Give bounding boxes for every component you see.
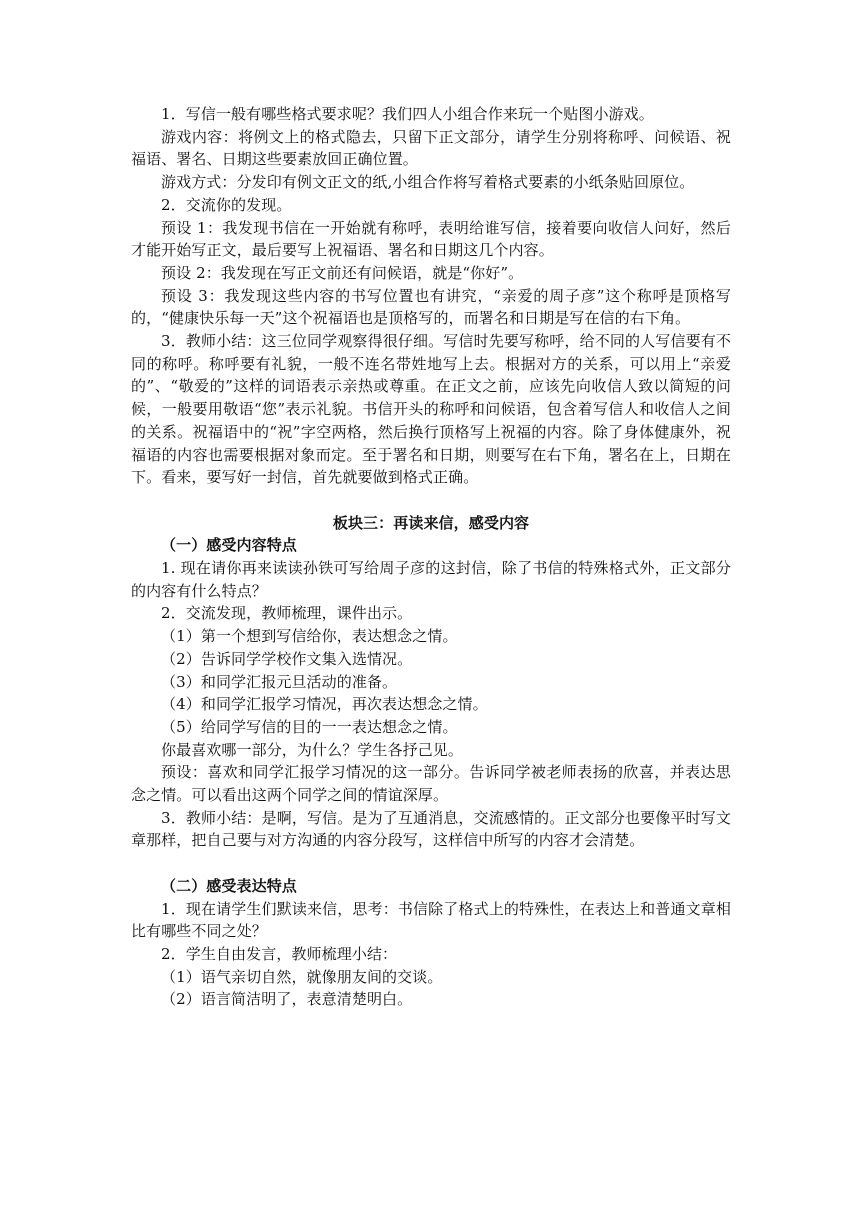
paragraph: 预设：喜欢和同学汇报学习情况的这一部分。告诉同学被老师表扬的欣喜，并表达思念之情。可以看出这两个同学之间的情谊深厚。 (131, 763, 731, 805)
paragraph: 3．教师小结：这三位同学观察得很仔细。写信时先要写称呼，给不同的人写信要有不同的称呼。称呼要有礼貌，一般不连名带姓地写上去。根据对方的关系，可以用上“亲爱的”、“敬爱的”这样的词语表示亲热或尊重。在正文之前，应该先向收信人致以简短的问候，一般要用敬语“您”表示礼貌。书信开头的称呼和问候语，包含着写信人和收信人之间的关系。祝福语中的“祝”字空两格，然后换行顶格写上祝福的内容。除了身体健康外，祝福语的内容也需要根据对象而定。至于署名和日期，则要写在右下角，署名在上，日期在下。看来，要写好一封信，首先就要做到格式正确。 (131, 332, 731, 487)
paragraph: 游戏内容：将例文上的格式隐去，只留下正文部分，请学生分别将称呼、问候语、祝福语、署名、日期这些要素放回正确位置。 (131, 127, 731, 169)
list-item: （3）和同学汇报元旦活动的准备。 (161, 672, 398, 691)
paragraph: 1．写信一般有哪些格式要求呢？我们四人小组合作来玩一个贴图小游戏。 (161, 105, 654, 123)
list-item: （2）语言简洁明了，表意清楚明白。 (161, 990, 413, 1009)
list-item: （2）告诉同学学校作文集入选情况。 (161, 649, 413, 668)
spacer (131, 489, 731, 512)
paragraph: 2．交流你的发现。 (161, 195, 292, 214)
subsection-heading: （二）感受表达特点 (161, 876, 297, 895)
paragraph: 3．教师小结：是啊，写信。是为了互通消息，交流感情的。正文部分也要像平时写文章那样，把自己要与对方沟通的内容分段写，这样信中所写的内容才会清楚。 (131, 808, 731, 850)
list-item: （1）第一个想到写信给你，表达想念之情。 (161, 627, 458, 646)
paragraph: 预设 1：我发现书信在一开始就有称呼，表明给谁写信，接着要向收信人问好，然后才能开始写正文，最后要写上祝福语、署名和日期这几个内容。 (131, 218, 731, 260)
paragraph: 游戏方式：分发印有例文正文的纸,小组合作将写着格式要素的小纸条贴回原位。 (161, 173, 695, 192)
paragraph: 2．学生自由发言，教师梳理小结： (161, 944, 398, 963)
list-item: （5）给同学写信的目的一一表达想念之情。 (161, 717, 458, 736)
spacer (131, 852, 731, 875)
paragraph: 1. 现在请你再来读读孙铁可写给周子彦的这封信，除了书信的特殊格式外，正文部分的内容有什么特点？ (131, 559, 731, 600)
document-body (131, 103, 731, 1011)
paragraph: 1．现在请学生们默读来信，思考：书信除了格式上的特殊性，在表达上和普通文章相比有哪些不同之处？ (131, 899, 731, 941)
paragraph: 预设 3：我发现这些内容的书写位置也有讲究，“亲爱的周子彦”这个称呼是顶格写的，“健康快乐每一天”这个祝福语也是顶格写的，而署名和日期是写在信的右下角。 (131, 286, 731, 328)
paragraph: 你最喜欢哪一部分，为什么？学生各抒己见。 (161, 740, 464, 759)
list-item: （1）语气亲切自然，就像朋友间的交谈。 (161, 967, 443, 986)
subsection-heading: （一）感受内容特点 (161, 536, 297, 555)
paragraph: 2．交流发现，教师梳理，课件出示。 (161, 604, 413, 623)
list-item: （4）和同学汇报学习情况，再次表达想念之情。 (161, 695, 488, 714)
section-title: 板块三：再读来信，感受内容 (332, 513, 530, 532)
paragraph: 预设 2：我发现在写正文前还有问候语，就是“你好”。 (161, 263, 524, 282)
